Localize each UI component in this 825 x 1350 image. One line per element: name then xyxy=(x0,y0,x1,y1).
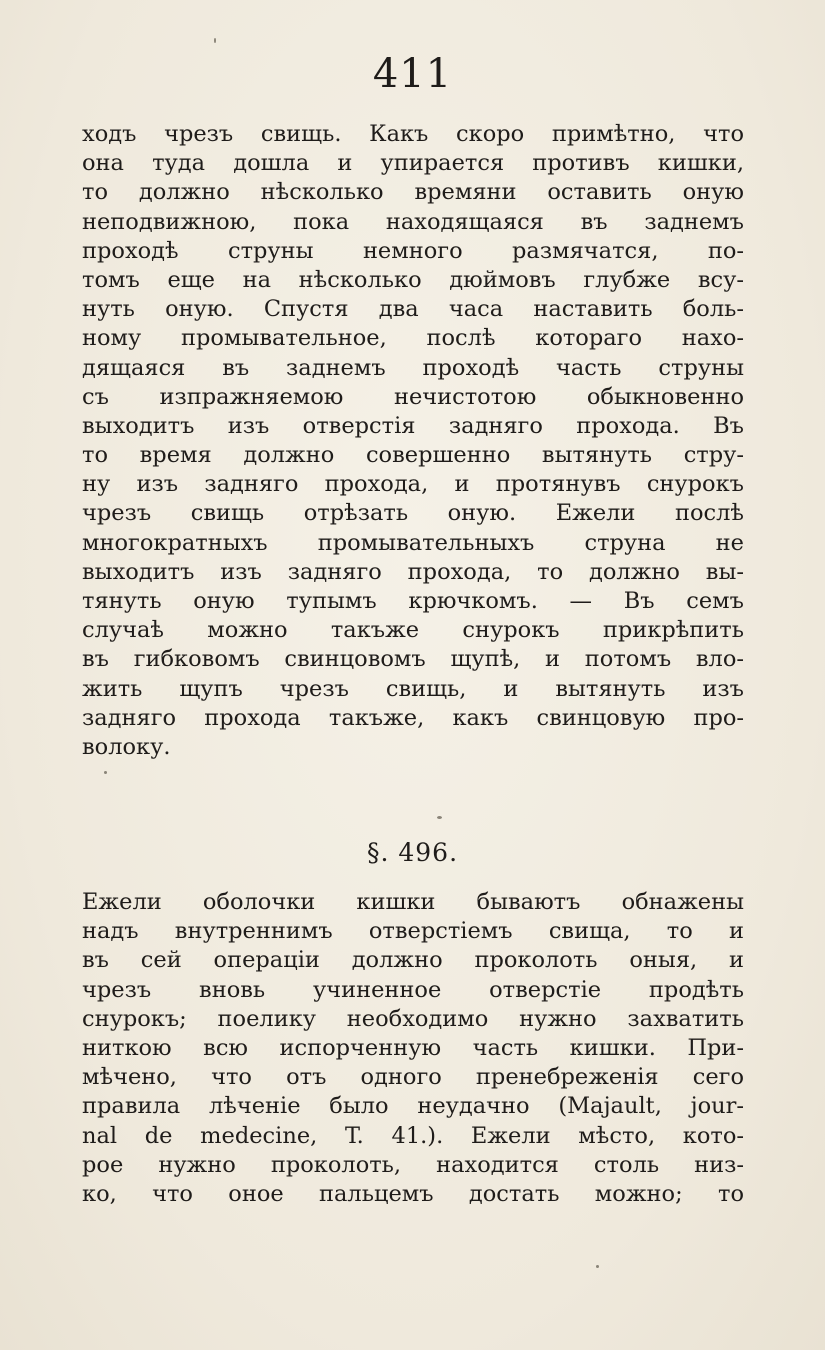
text-line: то время должно совершенно вытянуть стру- xyxy=(82,442,744,469)
text-line: надъ внутреннимъ отверстіемъ свища, то и xyxy=(82,918,744,945)
text-line: нуть оную. Спустя два часа наставить боль- xyxy=(82,296,744,323)
text-line: nal de medecine, T. 41.). Ежели мѣсто, кото- xyxy=(82,1122,744,1149)
paragraph-section-496 xyxy=(82,888,744,1209)
text-line: она туда дошла и упирается противъ кишки, xyxy=(82,150,744,177)
text-line: ко, что оное пальцемъ достать можно; то xyxy=(82,1180,744,1207)
text-line: чрезъ вновь учиненное отверстіе продѣть xyxy=(82,976,744,1003)
paper-speck xyxy=(596,1265,599,1268)
text-line: неподвижною, пока находящаяся въ заднемъ xyxy=(82,208,744,235)
section-heading: §. 496. xyxy=(366,838,459,867)
text-line: ниткою всю испорченную часть кишки. При- xyxy=(82,1034,744,1061)
text-line: чрезъ свищь отрѣзать оную. Ежели послѣ xyxy=(82,500,744,527)
text-line: жить щупъ чрезъ свищь, и вытянуть изъ xyxy=(82,675,744,702)
text-line: случаѣ можно такъже снурокъ прикрѣпить xyxy=(82,617,744,644)
paper-speck xyxy=(214,38,216,43)
text-line: ному промывательное, послѣ котораго нахо- xyxy=(82,325,744,352)
text-line: ну изъ задняго прохода, и протянувъ снурокъ xyxy=(82,471,744,498)
text-line: выходитъ изъ отверстія задняго прохода. Въ xyxy=(82,412,744,439)
text-line: мѣчено, что отъ одного пренебреженія сего xyxy=(82,1064,744,1091)
text-line: выходитъ изъ задняго прохода, то должно вы- xyxy=(82,558,744,585)
text-line: задняго прохода такъже, какъ свинцовую про- xyxy=(82,704,744,731)
text-line: снурокъ; поелику необходимо нужно захватить xyxy=(82,1005,744,1032)
text-line: тянуть оную тупымъ крючкомъ. — Въ семъ xyxy=(82,588,744,614)
text-line: проходѣ струны немного размячатся, по- xyxy=(82,237,744,264)
text-line: дящаяся въ заднемъ проходѣ часть струны xyxy=(82,354,744,381)
text-line: правила лѣченіе было неудачно (Majault, jour- xyxy=(82,1093,744,1120)
text-line: многократныхъ промывательныхъ струна не xyxy=(82,529,744,556)
text-line: въ сей операціи должно проколоть оныя, и xyxy=(82,947,744,974)
paragraph-continued xyxy=(82,120,744,762)
page-number: 411 xyxy=(372,51,453,97)
text-line: ходъ чрезъ свищь. Какъ скоро примѣтно, что xyxy=(82,121,744,147)
paper-speck xyxy=(437,816,442,819)
text-line: въ гибковомъ свинцовомъ щупѣ, и потомъ вло- xyxy=(82,646,744,673)
text-line: рое нужно проколоть, находится столь низ- xyxy=(82,1151,744,1178)
text-line: съ изпражняемою нечистотою обыкновенно xyxy=(82,383,744,410)
text-line: томъ еще на нѣсколько дюймовъ глубже всу- xyxy=(82,266,744,293)
text-line: то должно нѣсколько времяни оставить оную xyxy=(82,179,744,206)
text-line: Ежели оболочки кишки бываютъ обнажены xyxy=(82,889,744,915)
paper-speck xyxy=(104,771,107,774)
text-line: волоку. xyxy=(82,733,171,760)
